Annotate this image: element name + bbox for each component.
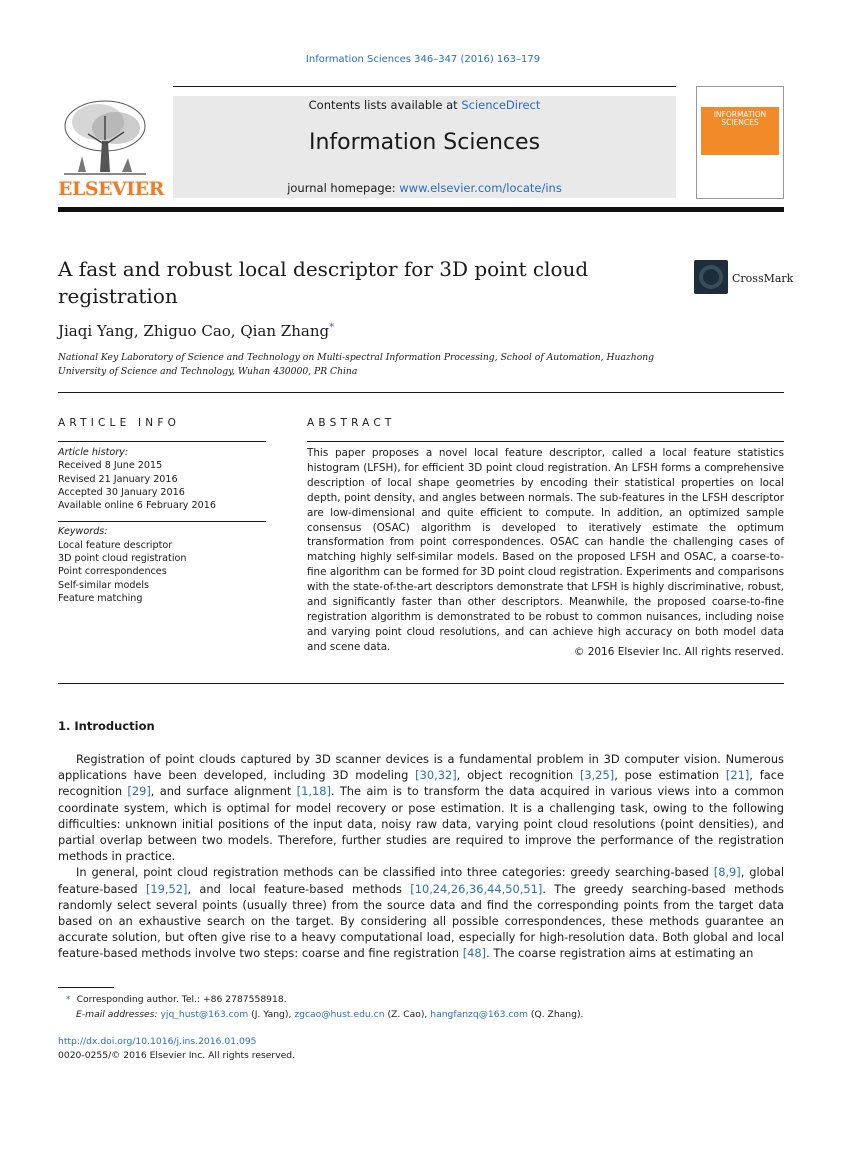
- homepage-link[interactable]: www.elsevier.com/locate/ins: [399, 181, 562, 195]
- crossmark-icon: [694, 260, 728, 294]
- keyword-item: Local feature descriptor: [58, 539, 173, 551]
- elsevier-tree-icon: [58, 96, 152, 180]
- article-info-label: ARTICLE INFO: [58, 417, 181, 429]
- history-item: Revised 21 January 2016: [58, 473, 178, 485]
- homepage-prefix: journal homepage:: [287, 181, 400, 195]
- doi-link[interactable]: http://dx.doi.org/10.1016/j.ins.2016.01.095: [58, 1036, 257, 1047]
- intro-paragraph-2: [58, 864, 784, 961]
- abstract-label: ABSTRACT: [307, 417, 396, 429]
- contents-line: [173, 98, 676, 112]
- text-run: , and local feature-based methods: [187, 881, 411, 896]
- text-run: Registration of point clouds captured by 3D scanner devices is a fundamental problem in 3D computer vision. Numerous applications have been developed, including 3D modeling: [58, 752, 784, 783]
- crossmark-badge[interactable]: [694, 260, 794, 294]
- crossmark-label: CrossMark: [732, 272, 794, 285]
- text-run: , object recognition: [456, 768, 580, 783]
- footnote-mark: *: [66, 994, 71, 1005]
- citation-link[interactable]: [10,24,26,36,44,50,51]: [410, 881, 543, 896]
- email-owner: (Q. Zhang).: [527, 1008, 584, 1020]
- corresponding-footnote: [58, 993, 758, 1008]
- keyword-item: 3D point cloud registration: [58, 553, 187, 565]
- citation-link[interactable]: [19,52]: [145, 881, 188, 896]
- email-link[interactable]: zgcao@hust.edu.cn: [294, 1008, 385, 1020]
- text-run: . The coarse registration aims at estimating an: [486, 946, 754, 961]
- footnotes: [58, 993, 758, 1022]
- elsevier-wordmark: ELSEVIER: [58, 178, 164, 200]
- journal-banner: [173, 96, 676, 198]
- paper-title: A fast and robust local descriptor for 3D point cloud registration: [58, 257, 589, 308]
- keyword-item: Feature matching: [58, 592, 143, 604]
- email-label: E-mail addresses:: [76, 1008, 158, 1020]
- abstract-copyright: © 2016 Elsevier Inc. All rights reserved.: [573, 646, 784, 658]
- text-run: . The aim is to transform the data acquired in various views into a common coordinate system, which is optimal for model recovery or pose estimation. It is a challenging task, owing to the following difficulties: unknown initial positions of the input data, noisy raw data, varying point cloud resolutions (point densities), and partial overlap between two models. Therefore, further studies are required to improve the performance of the registration methods in practice.: [58, 784, 784, 864]
- footnote-rule: [58, 987, 114, 988]
- authors-text: Jiaqi Yang, Zhiguo Cao, Qian Zhang: [58, 322, 330, 340]
- journal-reference[interactable]: Information Sciences 346–347 (2016) 163–179: [305, 54, 541, 65]
- corresponding-author-mark[interactable]: *: [329, 322, 335, 333]
- citation-link[interactable]: [3,25]: [579, 768, 615, 783]
- email-owner: (Z. Cao),: [384, 1008, 431, 1020]
- author-list: [58, 322, 334, 340]
- abstract-bottom-rule: [58, 683, 784, 684]
- history-heading: Article history:: [58, 447, 129, 458]
- citation-link[interactable]: [48]: [462, 946, 487, 961]
- email-owner: (J. Yang),: [248, 1008, 295, 1020]
- text-run: , and surface alignment: [150, 784, 297, 799]
- history-item: Accepted 30 January 2016: [58, 486, 185, 498]
- journal-cover-thumbnail: [696, 86, 784, 199]
- citation-link[interactable]: [21]: [725, 768, 750, 783]
- citation-link[interactable]: [30,32]: [415, 768, 457, 783]
- affiliation: National Key Laboratory of Science and Technology on Multi-spectral Information Processing, School of Automation, Huazhong University of Science and Technology, Wuhan 430000, PR China: [58, 352, 655, 377]
- header-top-rule: [173, 86, 676, 87]
- issn-line: 0020-0255/© 2016 Elsevier Inc. All rights reserved.: [58, 1049, 296, 1061]
- email-footnote: [58, 1008, 758, 1023]
- abstract-text: This paper proposes a novel local feature descriptor, called a local feature statistics histogram (LFSH), for efficient 3D point cloud registration. An LFSH forms a comprehensive description of local shape geometries by encoding their statistical properties on local depth, point density, and angles between normals. The sub-features in the LFSH descriptor are low-dimensional and quite efficient to compute. In addition, an optimized sample consensus (OSAC) algorithm is developed to iteratively estimate the optimum transformation from point correspondences. OSAC can handle the challenging cases of matching highly self-similar models. Based on the proposed LFSH and OSAC, a coarse-to-fine algorithm can be formed for 3D point cloud registration. Experiments and comparisons with the state-of-the-art descriptors demonstrate that LFSH is highly discriminative, robust, and significantly faster than other descriptors. Meanwhile, the proposed coarse-to-fine registration algorithm is demonstrated to be robust to common nuisances, including noise and varying point cloud resolutions, and can achieve high accuracy on both model data and scene data.: [307, 447, 784, 653]
- email-link[interactable]: yjq_hust@163.com: [160, 1008, 249, 1020]
- header-bottom-rule: [58, 207, 784, 212]
- affiliation-rule: [58, 392, 784, 393]
- corresponding-text: Corresponding author. Tel.: +86 2787558918.: [76, 994, 287, 1005]
- keyword-item: Self-similar models: [58, 579, 150, 591]
- citation-link[interactable]: [29]: [127, 784, 151, 799]
- intro-paragraph-1: [58, 751, 784, 864]
- journal-name: Information Sciences: [308, 130, 541, 155]
- doi-block: [58, 1035, 295, 1062]
- keywords-rule: [58, 521, 266, 522]
- article-info-column: [58, 446, 266, 605]
- abstract-rule: [307, 441, 784, 442]
- text-run: , pose estimation: [614, 768, 726, 783]
- article-info-rule: [58, 441, 266, 442]
- history-item: Available online 6 February 2016: [58, 500, 216, 512]
- introduction-body: [58, 751, 784, 962]
- section-heading-introduction: 1. Introduction: [58, 719, 155, 733]
- email-link[interactable]: hangfanzq@163.com: [430, 1008, 528, 1020]
- text-run: , global feature-based: [58, 865, 784, 896]
- cover-band: [701, 107, 779, 155]
- citation-link[interactable]: [1,18]: [296, 784, 331, 799]
- text-run: , face recognition: [58, 768, 784, 799]
- cover-title: INFORMATION SCIENCES: [713, 110, 767, 127]
- keywords-heading: Keywords:: [58, 526, 108, 538]
- text-run: In general, point cloud registration methods can be classified into three categories: greedy searching-based: [76, 865, 714, 880]
- text-run: . The greedy searching-based methods randomly select several points (usually three) from the source data and find the corresponding points from the target data based on an exhaustive search on the target. By considering all possible correspondences, these methods guarantee an accurate solution, but often give rise to a heavy computational load, especially for high-resolution data. Both global and local feature-based methods involve two steps: coarse and fine registration: [58, 881, 784, 961]
- history-item: Received 8 June 2015: [58, 460, 163, 472]
- elsevier-logo: [58, 96, 164, 200]
- sciencedirect-link[interactable]: ScienceDirect: [461, 98, 541, 112]
- contents-prefix: Contents lists available at: [308, 98, 462, 112]
- citation-link[interactable]: [8,9]: [713, 865, 741, 880]
- homepage-line: [173, 181, 676, 195]
- keyword-item: Point correspondences: [58, 566, 167, 578]
